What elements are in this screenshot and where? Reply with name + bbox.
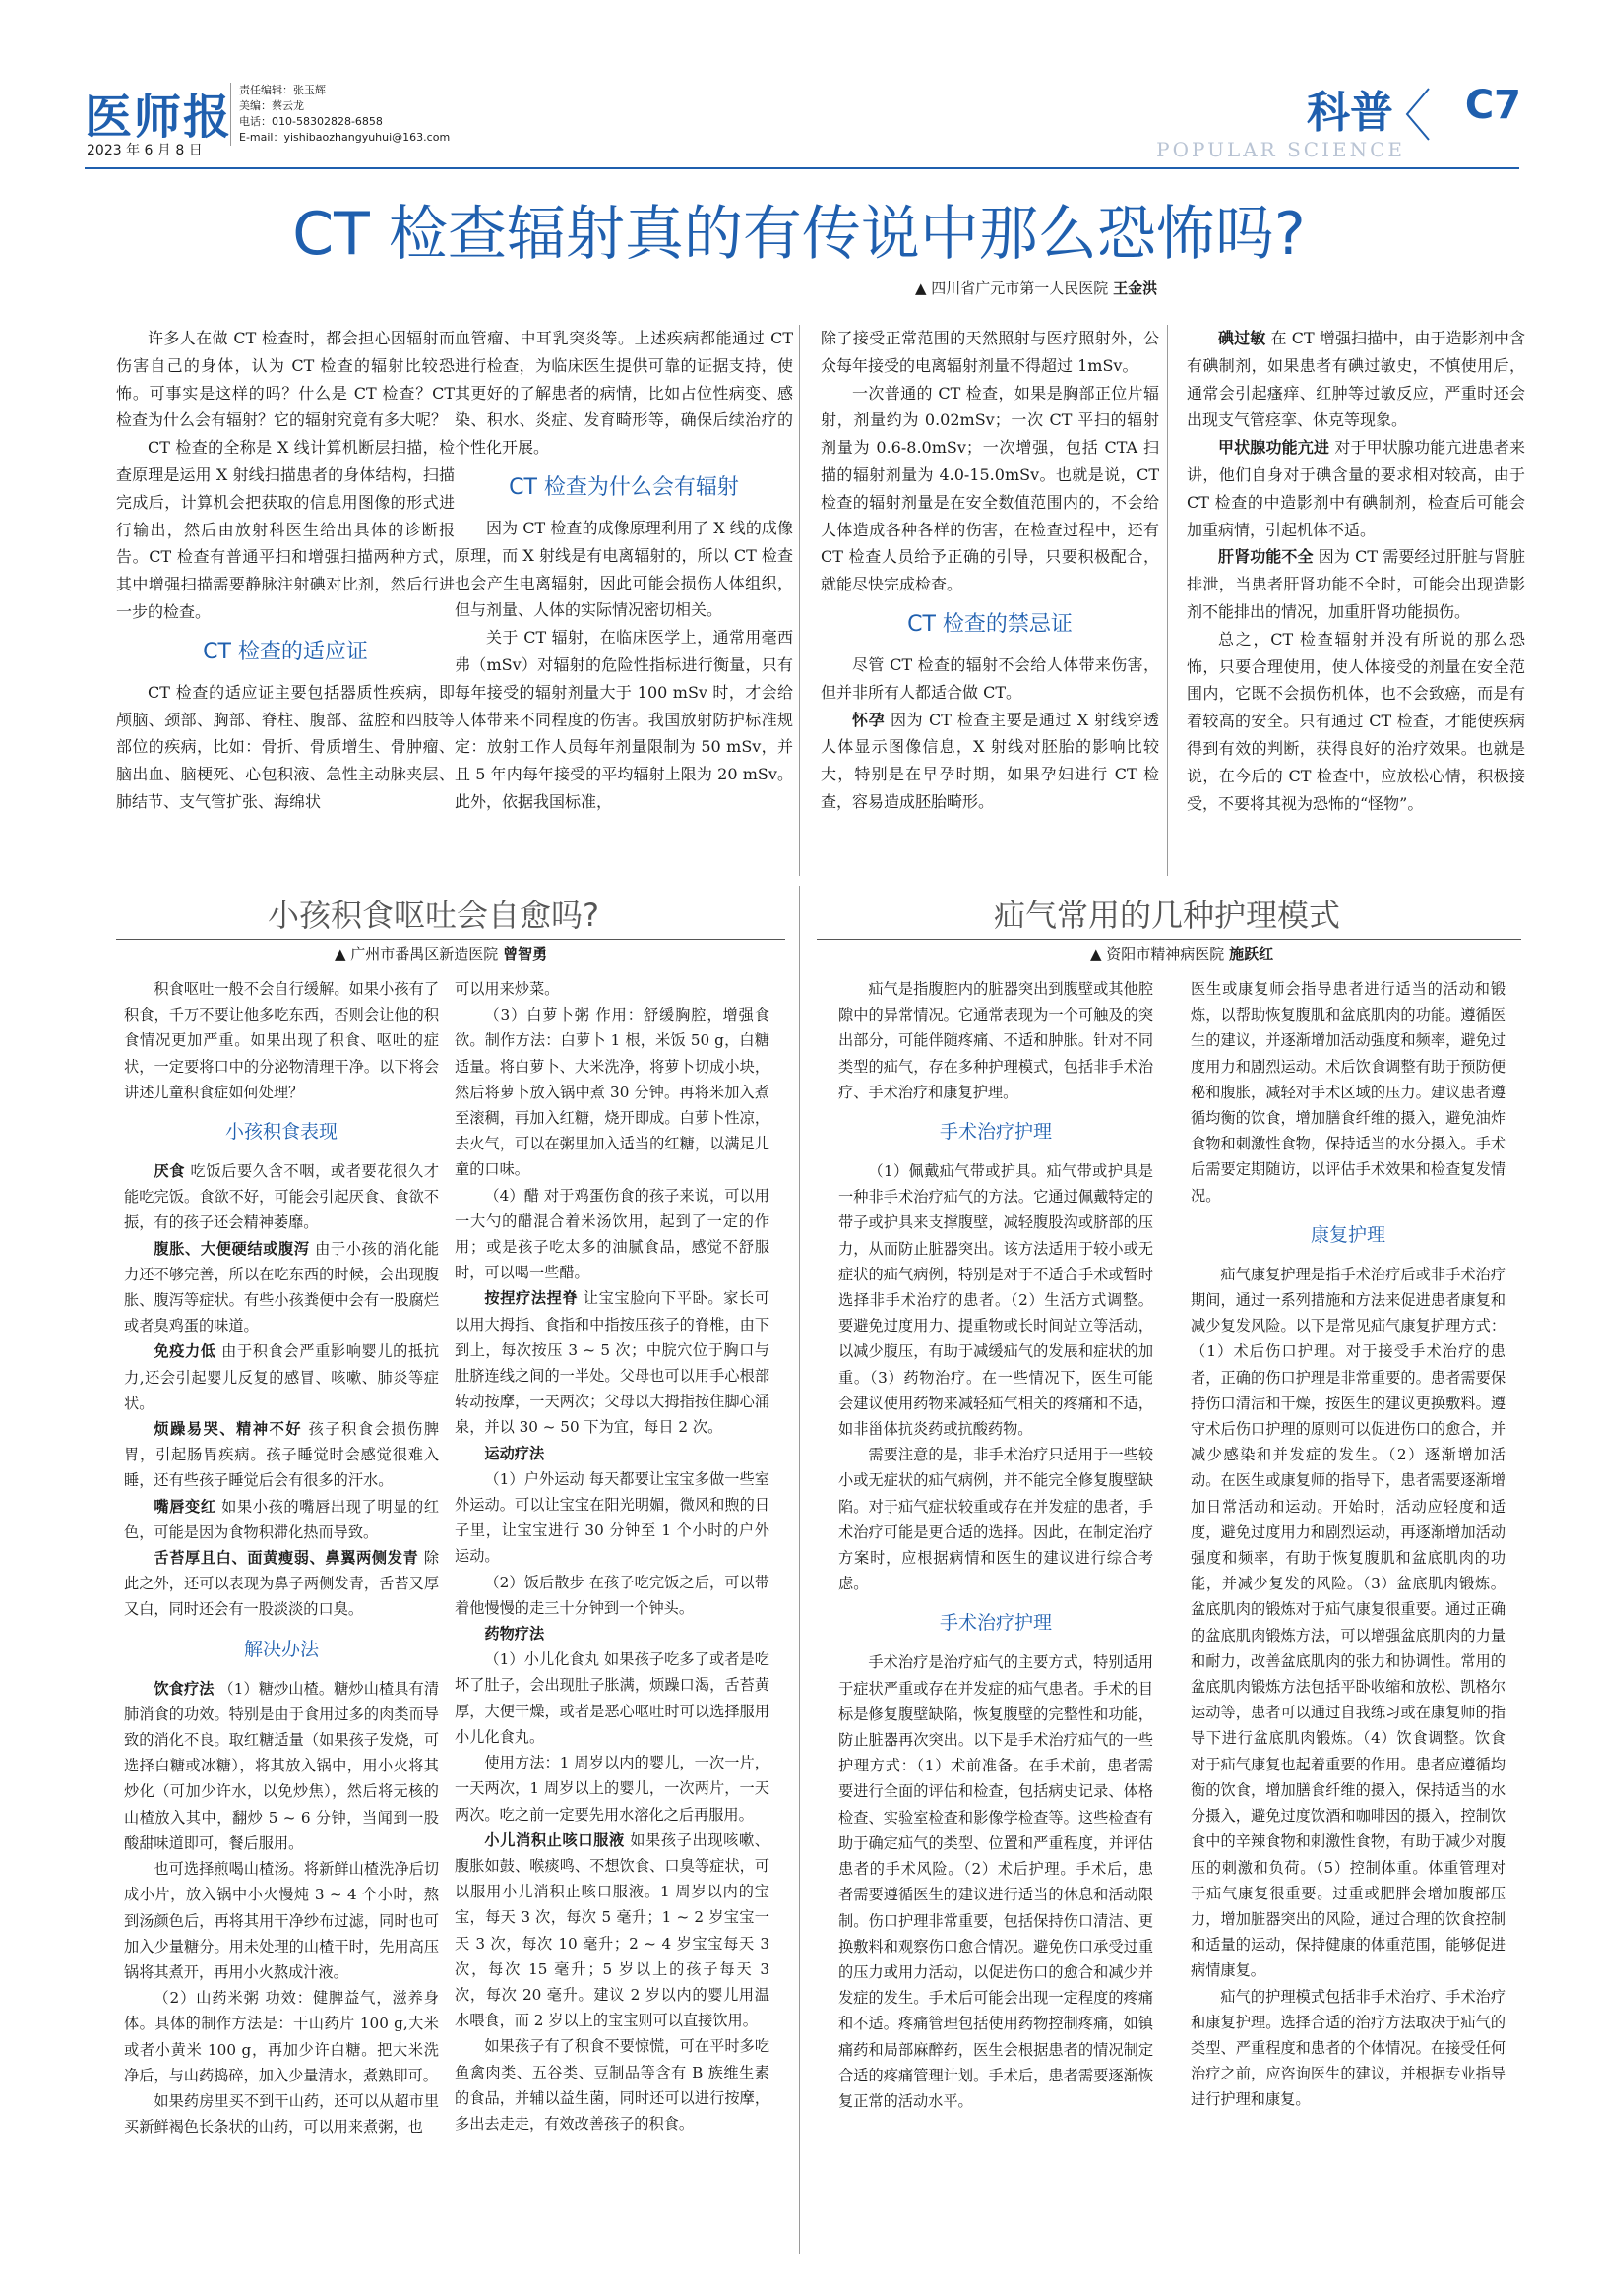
paragraph: 如果孩子有了积食不要惊慌，可在平时多吃鱼禽肉类、五谷类、豆制品等含有 B 族维生素的食品，并辅以益生菌，同时还可以进行按摩，多出去走走，有效改善孩子的积食。 <box>455 2037 769 2133</box>
paragraph-text: 因为 CT 需要经过肝脏与肾脏排泄，当患者肝肾功能不全时，可能会出现造影剂不能排出的情况，加重肝肾功能损伤。 <box>1187 547 1525 621</box>
editor-line: E-mail：yishibaozhangyuhui@163.com <box>239 131 451 144</box>
article1-column-3 <box>821 325 1159 876</box>
byline-org: ▲ 资阳市精神病医院 <box>1090 945 1225 962</box>
article1-column-4 <box>1187 325 1525 876</box>
page-number: C7 <box>1464 83 1521 128</box>
editor-line: 电话：010-58302828-6858 <box>239 115 383 128</box>
paragraph <box>821 707 1159 816</box>
article2-byline <box>335 943 547 963</box>
keyword-lead: 舌苔厚且白、面黄瘦弱、鼻翼两侧发青 <box>154 1549 419 1568</box>
article3-column-1 <box>838 976 1153 2256</box>
keyword-lead: 碘过敏 <box>1218 329 1266 347</box>
paragraph: （1）户外运动 每天都要让宝宝多做一些室外运动。可以让宝宝在阳光明媚，微风和煦的日子里，让宝宝进行 30 分钟至 1 个小时的户外运动。 <box>455 1469 769 1566</box>
paragraph: 积食呕吐一般不会自行缓解。如果小孩有了积食，千万不要让他多吃东西，否则会让他的积食情况更加严重。如果出现了积食、呕吐的症状，一定要将口中的分泌物清理干净。以下将会讲述儿童积食症如何处理？ <box>124 980 439 1101</box>
paragraph: 使用方法：1 周岁以内的婴儿，一次一片，一天两次，1 周岁以上的婴儿，一次两片，一天两次。吃之前一定要先用水溶化之后再服用。 <box>455 1754 769 1824</box>
article-divider <box>799 886 800 2254</box>
paragraph: 疝气的护理模式包括非手术治疗、手术治疗和康复护理。选择合适的治疗方法取决于疝气的类型、严重程度和患者的个体情况。在接受任何治疗之前，应咨询医生的建议，并根据专业指导进行护理和康复。 <box>1191 1987 1506 2109</box>
paragraph: 疝气康复护理是指手术治疗后或非手术治疗期间，通过一系列措施和方法来促进患者康复和减少复发风险。以下是常见疝气康复护理方式：（1）术后伤口护理。对于接受手术治疗的患者，正确的伤口护理是非常重要的。患者需要保持伤口清洁和干燥，按医生的建议更换敷料。遵守术后伤口护理的原则可以促进伤口的愈合，并减少感染和并发症的发生。（2）逐渐增加活动。在医生或康复师的指导下，患者需要逐渐增加日常活动和运动。开始时，活动应轻度和适度，避免过度用力和剧烈运动，再逐渐增加活动强度和频率，有助于恢复腹肌和盆底肌肉的功能，并减少复发的风险。（3）盆底肌肉锻炼。盆底肌肉的锻炼对于疝气康复很重要。通过正确的盆底肌肉锻炼方法，可以增强盆底肌肉的力量和耐力，改善盆底肌肉的张力和协调性。常用的盆底肌肉锻炼方法包括平卧收缩和放松、凯格尔运动等，患者可以通过自我练习或在康复师的指导下进行盆底肌肉锻炼。（4）饮食调整。饮食对于疝气康复也起着重要的作用。患者应遵循均衡的饮食，增加膳食纤维的摄入，保持适当的水分摄入，避免过度饮酒和咖啡因的摄入，控制饮食中的辛辣食物和刺激性食物，有助于减少对腹压的刺激和负荷。（5）控制体重。体重管理对于疝气康复很重要。过重或肥胖会增加腹部压力，增加脏器突出的风险，通过合理的饮食控制和适量的运动，保持健康的体重范围，能够促进病情康复。 <box>1191 1265 1506 1980</box>
byline-author: 施跃红 <box>1229 945 1274 962</box>
section-heading: 康复护理 <box>1310 1223 1385 1246</box>
header-divider <box>85 167 1519 169</box>
paragraph <box>455 1828 769 2034</box>
issue-date: 2023 年 6 月 8 日 <box>87 143 203 158</box>
section-heading: CT 检查为什么会有辐射 <box>509 474 739 500</box>
paragraph: 需要注意的是，非手术治疗只适用于一些较小或无症状的疝气病例，并不能完全修复腹壁缺陷。对于疝气症状较重或存在并发症的患者，手术治疗可能是更合适的选择。因此，在制定治疗方案时，应根据病情和医生的建议进行综合考虑。 <box>838 1446 1153 1593</box>
paragraph-text: 吃饭后要久含不咽，或者要花很久才能吃完饭。食欲不好，可能会引起厌食、食欲不振，有的孩子还会精神萎靡。 <box>124 1162 439 1232</box>
paragraph: 手术治疗是治疗疝气的主要方式，特别适用于症状严重或存在并发症的疝气患者。手术的目标是修复腹壁缺陷，恢复腹壁的完整性和功能，防止脏器再次突出。以下是手术治疗疝气的一些护理方式：（1）术前准备。在手术前，患者需要进行全面的评估和检查，包括病史记录、体格检查、实验室检查和影像学检查等。这些检查有助于确定疝气的类型、位置和严重程度，并评估患者的手术风险。（2）术后护理。手术后，患者需要遵循医生的建议进行适当的休息和活动限制。伤口护理非常重要，包括保持伤口清洁、更换敷料和观察伤口愈合情况。避免伤口承受过重的压力或用力活动，以促进伤口的愈合和减少并发症的发生。手术后可能会出现一定程度的疼痛和不适。疼痛管理包括使用药物控制疼痛，如镇痛药和局部麻醉药，医生会根据患者的情况制定合适的疼痛管理计划。手术后，患者需要逐渐恢复正常的活动水平。 <box>838 1653 1153 2110</box>
keyword-lead: 厌食 <box>154 1162 186 1181</box>
paragraph-text: 孩子积食会损伤脾胃，引起肠胃疾病。孩子睡觉时会感觉很难入睡，还有些孩子睡觉后会有很多的汗水。 <box>124 1420 439 1490</box>
article2-column-1 <box>124 976 439 2256</box>
section-title: 科普 <box>1307 88 1393 138</box>
paragraph-text: 除此之外，还可以表现为鼻子两侧发青，舌苔又厚又白，同时还会有一股淡淡的口臭。 <box>124 1549 439 1619</box>
paragraph <box>1187 543 1525 625</box>
paragraph: CT 检查的适应证主要包括器质性疾病，即颅脑、颈部、胸部、脊柱、腹部、盆腔和四肢等部位的疾病，比如：骨折、骨质增生、骨肿瘤、脑出血、脑梗死、心包积液、急性主动脉夹层、肺结节、支气管扩张、海绵状 <box>116 682 455 811</box>
section-heading: CT 检查的适应证 <box>203 639 368 664</box>
byline-author: 王金洪 <box>1113 279 1158 297</box>
section-heading: CT 检查的禁忌证 <box>907 611 1073 637</box>
paragraph-text: 如果小孩的嘴唇出现了明显的红色，可能是因为食物积滞化热而导致。 <box>124 1497 439 1541</box>
editor-line: 美编：蔡云龙 <box>239 99 304 112</box>
paragraph <box>1187 434 1525 543</box>
paragraph <box>124 1158 439 1236</box>
subsection-heading: 运动疗法 <box>484 1444 545 1462</box>
paragraph-text: （1）糖炒山楂。糖炒山楂具有清肺消食的功效。特别是由于食用过多的肉类而导致的消化不良。取红糖适量（如果孩子发烧，可选择白糖或冰糖），将其放入锅中，用小火将其炒化（可加少许水，以免炒焦），然后将无核的山楂放入其中，翻炒 5 ~ 6 分钟，当闻到一股酸甜味道即可，餐后服用。 <box>124 1679 439 1852</box>
keyword-lead: 怀孕 <box>852 710 886 729</box>
keyword-lead: 肝肾功能不全 <box>1218 547 1314 567</box>
article2-column-2 <box>455 976 769 2256</box>
paragraph: 尽管 CT 检查的辐射不会给人体带来伤害，但并非所有人都适合做 CT。 <box>821 654 1159 702</box>
article3-title: 疝气常用的几种护理模式 <box>994 897 1341 934</box>
article2-title-rule <box>116 939 785 940</box>
paragraph: CT 检查的全称是 X 线计算机断层扫描，检查原理是运用 X 射线扫描患者的身体结构，扫描完成后，计算机会把获取的信息用图像的形式进行输出，然后由放射科医生给出具体的诊断报告。CT 检查有普通平扫和增强扫描两种方式，其中增强扫描需要静脉注射碘对比剂，然后行进一步的检查。 <box>116 438 455 621</box>
paragraph: （4）醋 对于鸡蛋伤食的孩子来说，可以用一大勺的醋混合着米汤饮用，起到了一定的作用；或是孩子吃太多的油腻食品，感觉不舒服时，可以喝一些醋。 <box>455 1186 769 1282</box>
byline-org: ▲ 广州市番禺区新造医院 <box>335 945 499 962</box>
keyword-lead: 饮食疗法 <box>154 1679 215 1698</box>
byline-org: ▲ 四川省广元市第一人民医院 <box>915 279 1109 297</box>
paragraph <box>124 1494 439 1545</box>
paragraph: 总之，CT 检查辐射并没有所说的那么恐怖，只要合理使用，使人体接受的剂量在安全范围内，它既不会损伤机体，也不会致癌，而是有着较高的安全。只有通过 CT 检查，才能使疾病得到有效的判断，获得良好的治疗效果。也就是说，在今后的 CT 检查中，应放松心情，积极接受，不要将其视为恐怖的“怪物”。 <box>1187 629 1525 813</box>
keyword-lead: 嘴唇变红 <box>154 1497 216 1516</box>
paragraph: 可以用来炒菜。 <box>455 980 560 998</box>
paragraph: 血管瘤、中耳乳突炎等。上述疾病都能通过 CT 进行检查，为临床医生提供可靠的证据支持，使其更好的了解患者的病情，比如占位性病变、感染、积水、炎症、发育畸形等，确保后续治疗的个性化开展。 <box>455 329 793 458</box>
section-subtitle: POPULAR SCIENCE <box>1156 138 1405 161</box>
paragraph <box>124 1676 439 1856</box>
keyword-lead: 烦躁易哭、精神不好 <box>154 1420 303 1439</box>
column-divider <box>799 325 800 876</box>
paragraph <box>455 1285 769 1440</box>
chevron-left-icon <box>1399 85 1439 144</box>
paragraph: （3）白萝卜粥 作用：舒缓胸腔，增强食欲。制作方法：白萝卜 1 根，米饭 50 g，白糖适量。将白萝卜、大米洗净，将萝卜切成小块，然后将萝卜放入锅中煮 30 分钟。再将米加入煮至滚稠，再加入红糖，烧开即成。白萝卜性凉，去火气，可以在粥里加入适当的红糖，以满足儿童的口味。 <box>455 1006 769 1179</box>
keyword-lead: 免疫力低 <box>154 1342 216 1361</box>
paragraph: 也可选择煎喝山楂汤。将新鲜山楂洗净后切成小片，放入锅中小火慢炖 3 ~ 4 个小时，熬到汤颜色后，再将其用干净纱布过滤，同时也可加入少量糖分。用未处理的山楂干时，先用高压锅将其煮开，再用小火熬成汁液。 <box>124 1860 439 1981</box>
section-heading: 解决办法 <box>243 1638 319 1660</box>
editor-line: 责任编辑：张玉辉 <box>239 84 326 96</box>
paragraph-text: 由于小孩的消化能力还不够完善，所以在吃东西的时候，会出现腹胀、腹泻等症状。有些小孩粪便中会有一股腐烂或者臭鸡蛋的味道。 <box>124 1239 439 1335</box>
keyword-lead: 甲状腺功能亢进 <box>1218 438 1330 458</box>
byline-author: 曾智勇 <box>503 945 548 962</box>
paragraph: 疝气是指腹腔内的脏器突出到腹壁或其他腔隙中的异常情况。它通常表现为一个可触及的突出部分，可能伴随疼痛、不适和肿胀。针对不同类型的疝气，存在多种护理模式，包括非手术治疗、手术治疗和康复护理。 <box>838 980 1153 1101</box>
article3-column-2 <box>1191 976 1506 2256</box>
paragraph: （1）佩戴疝气带或护具。疝气带或护具是一种非手术治疗疝气的方法。它通过佩戴特定的带子或护具来支撑腹壁，减轻腹股沟或脐部的压力，从而防止脏器突出。该方法适用于较小或无症状的疝气病例，特别是对于不适合手术或暂时选择非手术治疗的患者。（2）生活方式调整。要避免过度用力、提重物或长时间站立等活动，以减少腹压，有助于减缓疝气的发展和症状的加重。（3）药物治疗。在一些情况下，医生可能会建议使用药物来减轻疝气相关的疼痛和不适，如非甾体抗炎药或抗酸药物。 <box>838 1162 1153 1439</box>
article1-column-1 <box>116 325 455 876</box>
article1-column-2 <box>455 325 793 876</box>
paragraph-text: 让宝宝脸向下平卧。家长可以用大拇指、食指和中指按压孩子的脊椎，由下到上，每次按压 3 ~ 5 次；中脘穴位于胸口与肚脐连线之间的一半处。父母也可以用手心根部转动按摩，一天两次；父母以大拇指按住脚心涌泉，并以 30 ~ 50 下为宜，每日 2 次。 <box>455 1289 769 1437</box>
paragraph: 一次普通的 CT 检查，如果是胸部正位片辐射，剂量约为 0.02mSv；一次 CT 平扫的辐射剂量为 0.6-8.0mSv；一次增强，包括 CTA 扫描的辐射剂量为 4.0-15.0mSv。也就是说，CT 检查的辐射剂量是在安全数值范围内的，不会给人体造成各种各样的伤害，在检查过程中，还有 CT 检查人员给予正确的引导，只要积极配合，就能尽快完成检查。 <box>821 383 1159 594</box>
paragraph <box>1187 325 1525 434</box>
paragraph: （2）饭后散步 在孩子吃完饭之后，可以带着他慢慢的走三十分钟到一个钟头。 <box>455 1573 769 1617</box>
paragraph <box>124 1416 439 1494</box>
paragraph-text: 对于甲状腺功能亢进患者来讲，他们自身对于碘含量的要求相对较高，由于 CT 检查的中造影剂中有碘制剂，检查后可能会加重病情，引起机体不适。 <box>1187 438 1525 539</box>
article3-title-rule <box>817 939 1521 940</box>
section-heading: 手术治疗护理 <box>939 1612 1052 1635</box>
subsection-heading: 药物疗法 <box>484 1625 545 1644</box>
article1-byline <box>915 278 1157 298</box>
paragraph: （2）山药米粥 功效：健脾益气，滋养身体。具体的制作方法是：干山药片 100 g,大米或者小黄米 100 g，再加少许白糖。把大米洗净后，与山药捣碎，加入少量清水，煮熟即可。 <box>124 1989 439 2084</box>
paragraph-text: 如果孩子出现咳嗽、腹胀如鼓、喉痰鸣、不想饮食、口臭等症状，可以服用小儿消积止咳口服液。1 周岁以内的宝宝，每天 3 次，每次 5 毫升；1 ~ 2 岁宝宝一天 3 次，每次 10 毫升；2 ~ 4 岁宝宝每天 3 次，每次 15 毫升；5 岁以上的孩子每天 3 次，每次 20 毫升。建议 2 岁以内的婴儿用温水喂食，而 2 岁以上的宝宝则可以直接饮用。 <box>455 1831 769 2030</box>
article3-byline <box>1090 943 1273 963</box>
editor-info <box>230 83 450 146</box>
section-heading: 手术治疗护理 <box>939 1121 1052 1144</box>
paragraph-text: 在 CT 增强扫描中，由于造影剂中含有碘制剂，如果患者有碘过敏史，不慎使用后，通常会引起瘙痒、红肿等过敏反应，严重时还会出现支气管痉挛、休克等现象。 <box>1187 329 1525 430</box>
article2-title: 小孩积食呕吐会自愈吗? <box>268 897 599 934</box>
section-heading: 小孩积食表现 <box>224 1121 338 1144</box>
paragraph <box>124 1338 439 1416</box>
column-divider <box>1167 325 1168 876</box>
paragraph <box>124 1236 439 1339</box>
paragraph <box>124 1545 439 1623</box>
paragraph-text: 因为 CT 检查主要是通过 X 射线穿透人体显示图像信息，X 射线对胚胎的影响比较大，特别是在早孕时期，如果孕妇进行 CT 检查，容易造成胚胎畸形。 <box>821 710 1159 811</box>
keyword-lead: 按捏疗法捏脊 <box>484 1289 579 1308</box>
paragraph: 除了接受正常范围的天然照射与医疗照射外，公众每年接受的电离辐射剂量不得超过 1mSv。 <box>821 329 1159 375</box>
keyword-lead: 腹胀、大便硬结或腹泻 <box>154 1239 310 1258</box>
paragraph: 如果药房里买不到干山药，还可以从超市里买新鲜褐色长条状的山药，可以用来煮粥，也 <box>124 2091 439 2137</box>
paragraph: 关于 CT 辐射，在临床医学上，通常用毫西弗（mSv）对辐射的危险性指标进行衡量，只有每年接受的辐射剂量大于 100 mSv 时，才会给人体带来不同程度的伤害。我国放射防护标准规定：放射工作人员每年剂量限制为 50 mSv，并且 5 年内每年接受的平均辐射上限为 20 mSv。此外，依据我国标准， <box>455 628 793 811</box>
paragraph: 许多人在做 CT 检查时，都会担心因辐射而伤害自己的身体，认为 CT 检查的辐射比较恐怖。可事实是这样的吗？什么是 CT 检查？CT 检查为什么会有辐射？它的辐射究竟有多大呢？ <box>116 329 455 430</box>
paragraph: 医生或康复师会指导患者进行适当的活动和锻炼，以帮助恢复腹肌和盆底肌肉的功能。遵循医生的建议，并逐渐增加活动强度和频率，避免过度用力和剧烈运动。术后饮食调整有助于预防便秘和腹胀，减轻对手术区域的压力。建议患者遵循均衡的饮食，增加膳食纤维的摄入，避免油炸食物和刺激性食物，保持适当的水分摄入。手术后需要定期随访，以评估手术效果和检查复发情况。 <box>1191 980 1506 1205</box>
masthead <box>85 79 1521 161</box>
paragraph: （1）小儿化食丸 如果孩子吃多了或者是吃坏了肚子，会出现肚子胀满，烦躁口渴，舌苔黄厚，大便干燥，或者是恶心呕吐时可以选择服用小儿化食丸。 <box>455 1650 769 1746</box>
paragraph: 因为 CT 检查的成像原理利用了 X 线的成像原理，而 X 射线是有电离辐射的，所以 CT 检查也会产生电离辐射，因此可能会损伤人体组织，但与剂量、人体的实际情况密切相关。 <box>455 518 793 620</box>
article1-title: CT 检查辐射真的有传说中那么恐怖吗? <box>292 200 1306 269</box>
newspaper-logo: 医师报 <box>85 90 233 145</box>
keyword-lead: 小儿消积止咳口服液 <box>484 1831 625 1849</box>
paragraph-text: 由于积食会严重影响婴儿的抵抗力,还会引起婴儿反复的感冒、咳嗽、肺炎等症状。 <box>124 1342 439 1412</box>
